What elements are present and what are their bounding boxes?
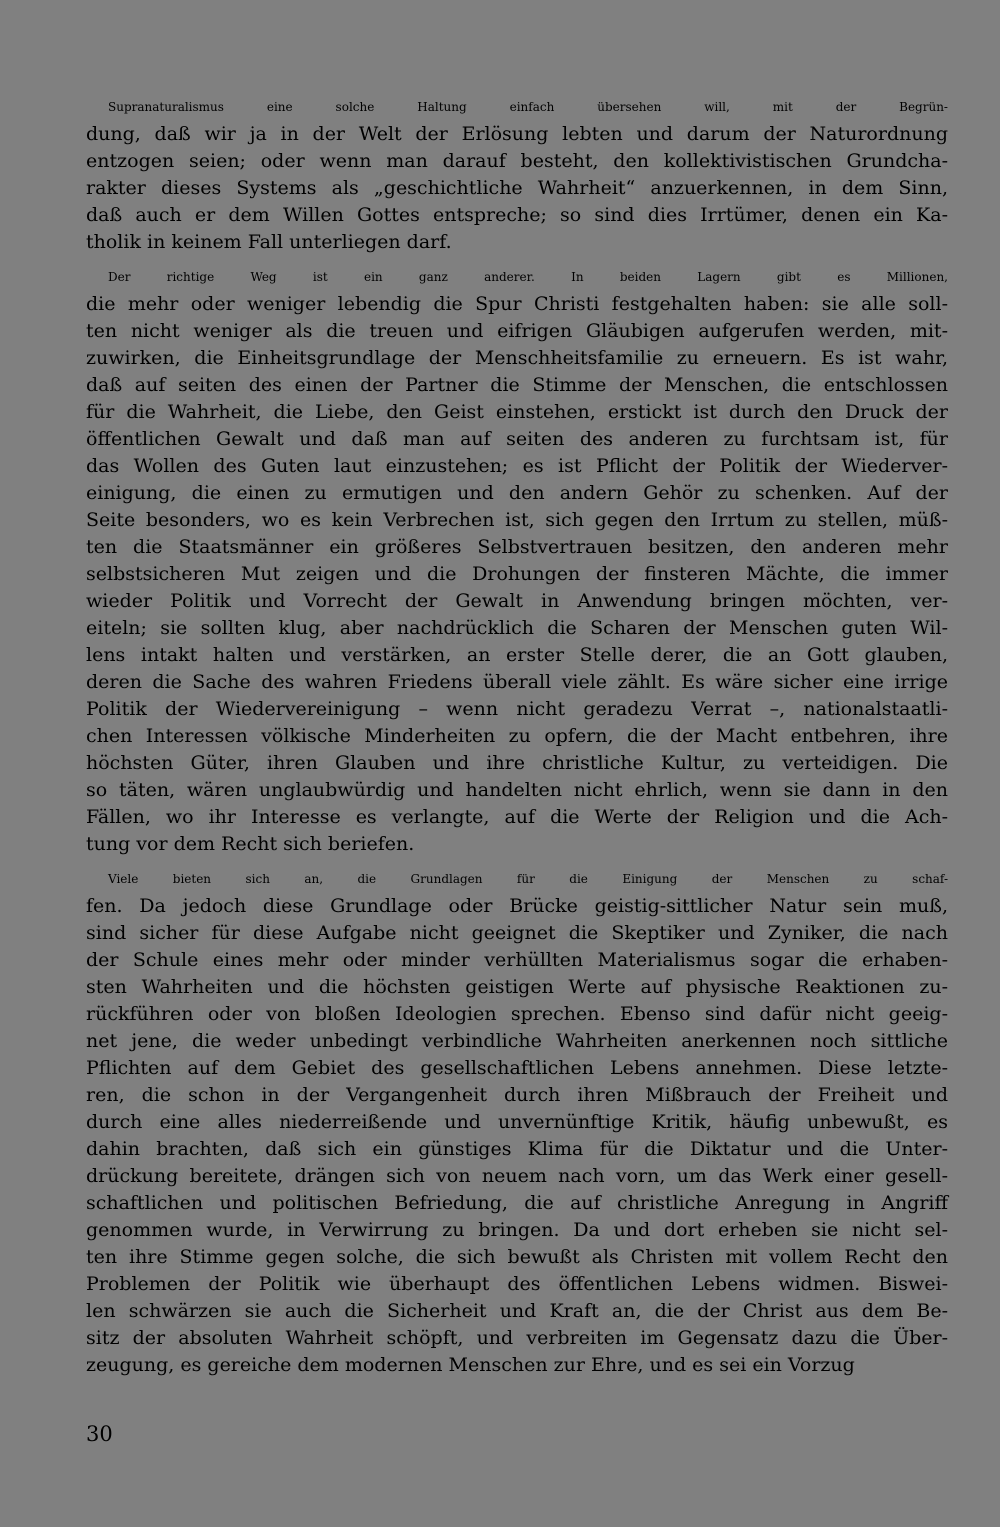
text-line: Seite besonders, wo es kein Verbrechen ist, sich gegen den Irrtum zu stellen, müß- [86,509,948,531]
text-line: lens intakt halten und verstärken, an erster Stelle derer, die an Gott glauben, [86,644,948,666]
text-line: höchsten Güter, ihren Glauben und ihre christliche Kultur, zu verteidigen. Die [86,752,948,774]
paragraph-gap [86,256,948,264]
text-line: Pflichten auf dem Gebiet des gesellschaftlichen Lebens annehmen. Diese letzte- [86,1057,948,1079]
text-line: rückführen oder von bloßen Ideologien sprechen. Ebenso sind dafür nicht geeig- [86,1003,948,1025]
text-line: Fällen, wo ihr Interesse es verlangte, auf die Werte der Religion und die Ach- [86,806,948,828]
paragraph [86,866,948,1379]
text-line: drückung bereitete, drängen sich von neuem nach vorn, um das Werk einer gesell- [86,1165,948,1187]
text-line: Der richtige Weg ist ein ganz anderer. In beiden Lagern gibt es Millionen, [108,270,948,284]
text-line: so täten, wären unglaubwürdig und handelten nicht ehrlich, wenn sie dann in den [86,779,948,801]
text-line: sind sicher für diese Aufgabe nicht geeignet die Skeptiker und Zyniker, die nach [86,922,948,944]
text-line: ten ihre Stimme gegen solche, die sich bewußt als Christen mit vollem Recht den [86,1246,948,1268]
text-line: selbstsicheren Mut zeigen und die Drohungen der finsteren Mächte, die immer [86,563,948,585]
text-line: len schwärzen sie auch die Sicherheit und Kraft an, die der Christ aus dem Be- [86,1300,948,1322]
body-text [86,94,948,1379]
text-line: net jene, die weder unbedingt verbindliche Wahrheiten anerkennen noch sittliche [86,1030,948,1052]
text-line: deren die Sache des wahren Friedens überall viele zählt. Es wäre sicher eine irrige [86,671,948,693]
text-line: durch eine alles niederreißende und unvernünftige Kritik, häufig unbewußt, es [86,1111,948,1133]
text-line: für die Wahrheit, die Liebe, den Geist einstehen, erstickt ist durch den Druck der [86,401,948,423]
text-line: rakter dieses Systems als „geschichtliche Wahrheit“ anzuerkennen, in dem Sinn, [86,177,948,199]
text-line: dahin brachten, daß sich ein günstiges Klima für die Diktatur und die Unter- [86,1138,948,1160]
text-line: Problemen der Politik wie überhaupt des öffentlichen Lebens widmen. Biswei- [86,1273,948,1295]
paragraph [86,264,948,858]
text-line: sitz der absoluten Wahrheit schöpft, und verbreiten im Gegensatz dazu die Über- [86,1327,948,1349]
paragraph-gap [86,858,948,866]
text-line: der Schule eines mehr oder minder verhüllten Materialismus sogar die erhaben- [86,949,948,971]
page-number: 30 [86,1422,113,1446]
text-line: Viele bieten sich an, die Grundlagen für die Einigung der Menschen zu schaf- [108,872,948,886]
text-line: entzogen seien; oder wenn man darauf besteht, den kollektivistischen Grundcha- [86,150,948,172]
text-line: eiteln; sie sollten klug, aber nachdrücklich die Scharen der Menschen guten Wil- [86,617,948,639]
text-line: genommen wurde, in Verwirrung zu bringen. Da und dort erheben sie nicht sel- [86,1219,948,1241]
text-line: die mehr oder weniger lebendig die Spur Christi festgehalten haben: sie alle soll- [86,293,948,315]
text-line: chen Interessen völkische Minderheiten zu opfern, die der Macht entbehren, ihre [86,725,948,747]
text-line: das Wollen des Guten laut einzustehen; es ist Pflicht der Politik der Wiederver- [86,455,948,477]
text-line: tung vor dem Recht sich beriefen. [86,833,415,855]
text-line: fen. Da jedoch diese Grundlage oder Brücke geistig-sittlicher Natur sein muß, [86,895,948,917]
text-line: daß auch er dem Willen Gottes entspreche; so sind dies Irrtümer, denen ein Ka- [86,204,948,226]
text-line: ten die Staatsmänner ein größeres Selbstvertrauen besitzen, den anderen mehr [86,536,948,558]
text-line: dung, daß wir ja in der Welt der Erlösung lebten und darum der Naturordnung [86,123,948,145]
text-line: tholik in keinem Fall unterliegen darf. [86,231,452,253]
text-line: zuwirken, die Einheitsgrundlage der Menschheitsfamilie zu erneuern. Es ist wahr, [86,347,948,369]
text-line: einigung, die einen zu ermutigen und den andern Gehör zu schenken. Auf der [86,482,948,504]
text-line: zeugung, es gereiche dem modernen Menschen zur Ehre, und es sei ein Vorzug [86,1354,855,1376]
text-line: sten Wahrheiten und die höchsten geistigen Werte auf physische Reaktionen zu- [86,976,948,998]
text-line: schaftlichen und politischen Befriedung, die auf christliche Anregung in Angriff [86,1192,948,1214]
text-line: wieder Politik und Vorrecht der Gewalt in Anwendung bringen möchten, ver- [86,590,948,612]
text-line: öffentlichen Gewalt und daß man auf seiten des anderen zu furchtsam ist, für [86,428,948,450]
text-line: ten nicht weniger als die treuen und eifrigen Gläubigen aufgerufen werden, mit- [86,320,948,342]
text-line: Supranaturalismus eine solche Haltung einfach übersehen will, mit der Begrün- [108,100,948,114]
text-line: ren, die schon in der Vergangenheit durch ihren Mißbrauch der Freiheit und [86,1084,948,1106]
paragraph [86,94,948,256]
text-line: Politik der Wiedervereinigung – wenn nicht geradezu Verrat –, nationalstaatli- [86,698,948,720]
text-line: daß auf seiten des einen der Partner die Stimme der Menschen, die entschlossen [86,374,948,396]
